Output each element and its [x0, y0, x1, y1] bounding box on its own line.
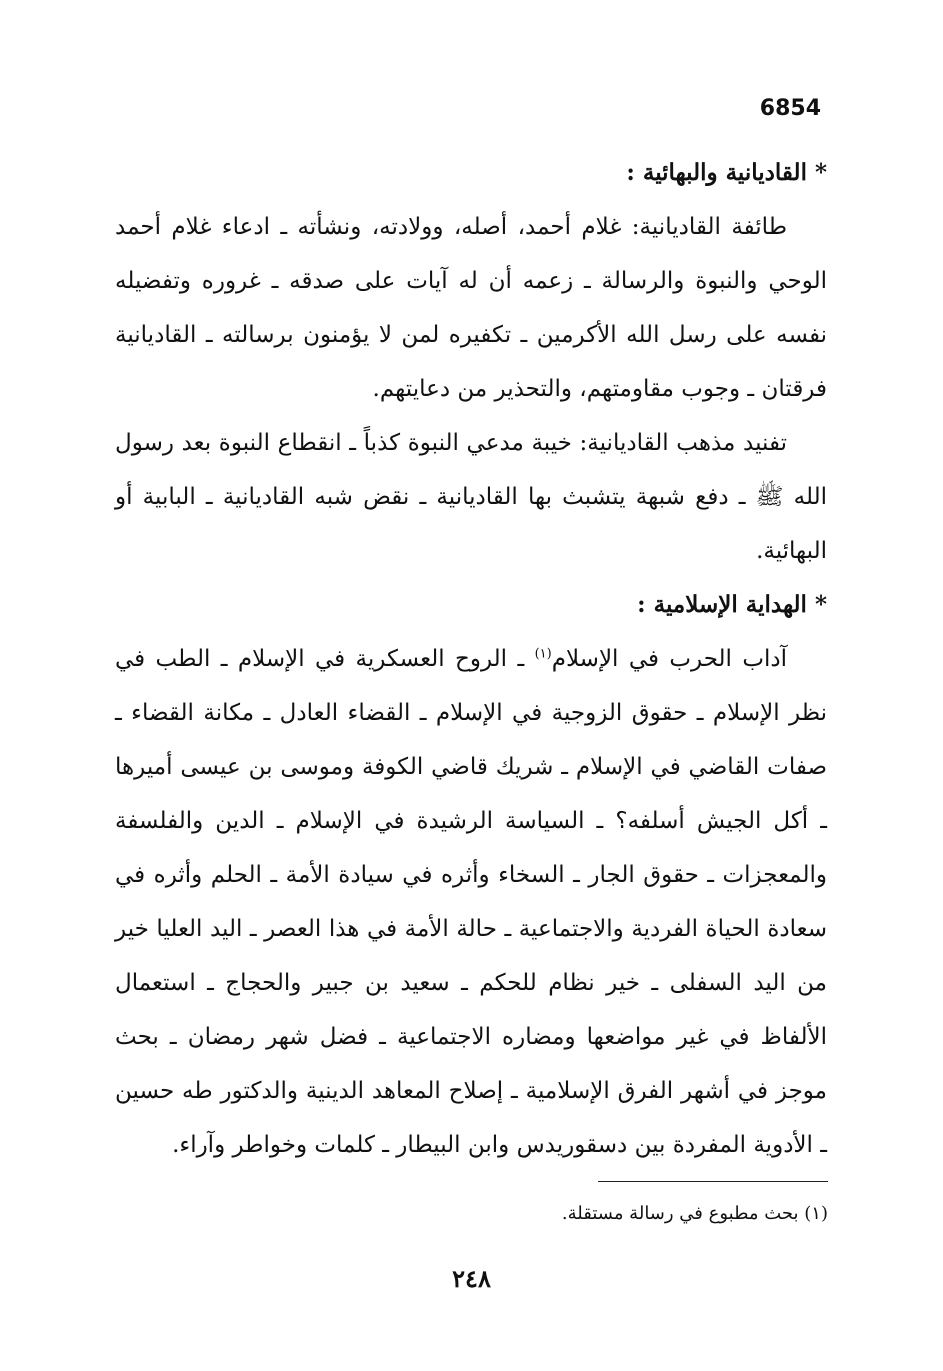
paragraph-hidaya-start: آداب الحرب في الإسلام [551, 646, 787, 672]
page-code: 6854 [759, 96, 821, 121]
footnote-marker: (١) [804, 1203, 828, 1224]
footnote [116, 1199, 828, 1229]
footnote-divider [598, 1181, 828, 1182]
section-heading-hidaya: * الهداية الإسلامية : [637, 591, 827, 618]
footnote-text: بحث مطبوع في رسالة مستقلة. [561, 1203, 799, 1224]
paragraph-qadiyaniyya-refutation: تفنيد مذهب القاديانية: خيبة مدعي النبوة كذباً ـ انقطاع النبوة بعد رسول الله ﷺ ـ دفع شبهة يتشبث بها القاديانية ـ نقض شبه القاديانية ـ البابية أو البهائية. [115, 430, 827, 564]
main-content [115, 146, 827, 1172]
paragraph-qadiyaniyya-sect: طائفة القاديانية: غلام أحمد، أصله، وولادته، ونشأته ـ ادعاء غلام أحمد الوحي والنبوة والرسالة ـ زعمه أن له آيات على صدقه ـ غروره وتفضيله نفسه على رسل الله الأكرمين ـ تكفيره لمن لا يؤمنون برسالته ـ القاديانية فرقتان ـ وجوب مقاومتهم، والتحذير من دعايتهم. [115, 214, 827, 402]
page-number: ٢٤٨ [452, 1264, 491, 1293]
paragraph-hidaya-rest: ـ الروح العسكرية في الإسلام ـ الطب في نظر الإسلام ـ حقوق الزوجية في الإسلام ـ القضاء العادل ـ مكانة القضاء ـ صفات القاضي في الإسلام ـ شريك قاضي الكوفة وموسى بن عيسى أميرها ـ أكل الجيش أسلفه؟ ـ السياسة الرشيدة في الإسلام ـ الدين والفلسفة والمعجزات ـ حقوق الجار ـ السخاء وأثره في سيادة الأمة ـ الحلم وأثره في سعادة الحياة الفردية والاجتماعية ـ حالة الأمة في هذا العصر ـ اليد العليا خير من اليد السفلى ـ خير نظام للحكم ـ سعيد بن جبير والحجاج ـ استعمال الألفاظ في غير مواضعها ومضاره الاجتماعية ـ فضل شهر رمضان ـ بحث موجز في أشهر الفرق الإسلامية ـ إصلاح المعاهد الدينية والدكتور طه حسين ـ الأدوية المفردة بين دسقوريدس وابن البيطار ـ كلمات وخواطر وآراء. [115, 646, 827, 1158]
footnote-reference: (١) [534, 646, 552, 662]
paragraph-hidaya-topics [115, 632, 827, 1172]
section-heading-qadiyaniyya: * القاديانية والبهائية : [626, 159, 827, 186]
